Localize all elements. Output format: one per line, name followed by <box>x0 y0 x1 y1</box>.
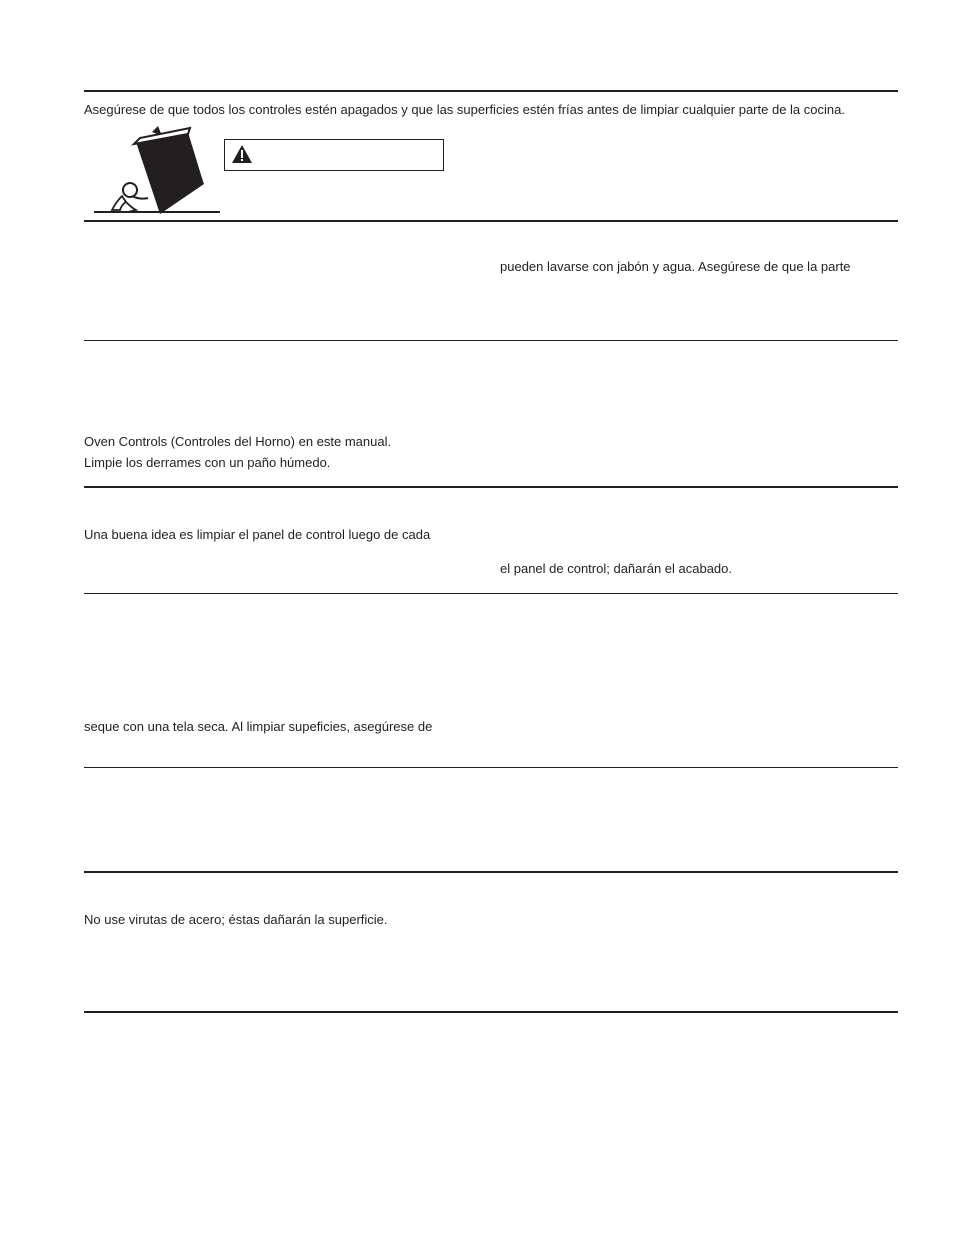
range-tip-over-child-icon <box>92 124 222 216</box>
section1-right-text: pueden lavarse con jabón y agua. Asegúrese de que la parte <box>500 259 851 274</box>
section-rule-3 <box>84 486 898 488</box>
section6-left-text: No use virutas de acero; éstas dañarán la superficie. <box>84 912 388 927</box>
section-rule-2 <box>84 340 898 341</box>
top-rule <box>84 90 898 92</box>
section-rule-5 <box>84 767 898 768</box>
section3-left-text: Una buena idea es limpiar el panel de control luego de cada <box>84 527 431 542</box>
section-rule-6 <box>84 871 898 873</box>
bottom-rule <box>84 1011 898 1013</box>
section2-text-line2: Limpie los derrames con un paño húmedo. <box>84 455 331 470</box>
intro-text: Asegúrese de que todos los controles estén apagados y que las superficies estén frías antes de limpiar cualquier parte de la cocina. <box>84 102 845 117</box>
section4-left-text: seque con una tela seca. Al limpiar supeficies, asegúrese de <box>84 719 433 734</box>
warning-box <box>224 139 444 171</box>
section2-text-line1: Oven Controls (Controles del Horno) en este manual. <box>84 434 392 449</box>
section-rule-1 <box>84 220 898 222</box>
warning-triangle-icon <box>231 144 253 164</box>
section3-right-text: el panel de control; dañarán el acabado. <box>500 561 733 576</box>
section-rule-4 <box>84 593 898 594</box>
